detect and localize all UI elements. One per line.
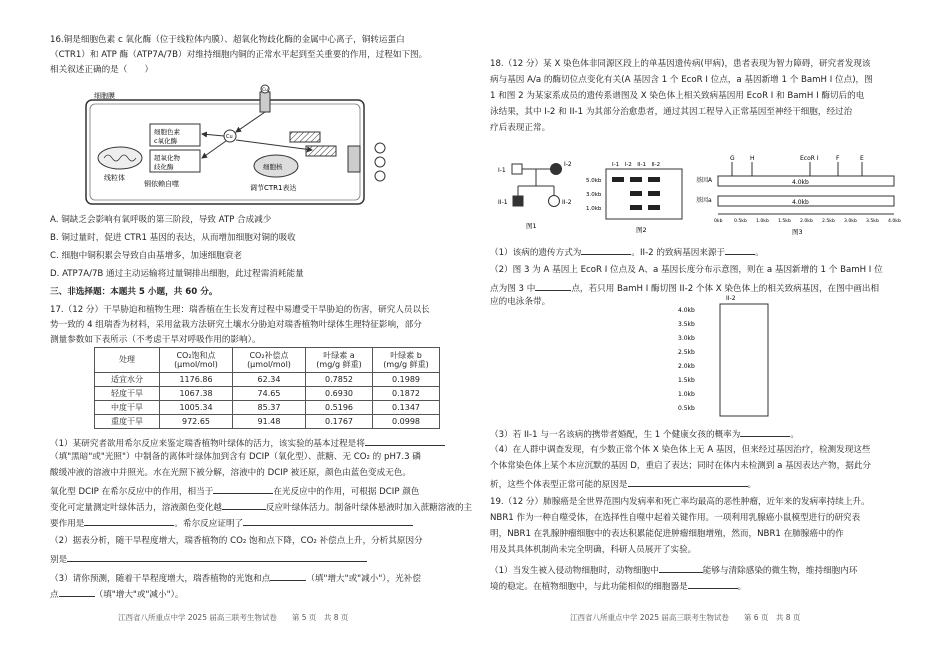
svg-text:3.0kb: 3.0kb xyxy=(586,192,602,198)
copper-transport-diagram xyxy=(80,84,400,208)
section-3-heading: 三、非选择题：本题共 5 小题，共 60 分。 xyxy=(50,287,218,297)
svg-text:3.0kb: 3.0kb xyxy=(678,335,695,342)
q17-s1-line6: 要作用是 。希尔反应证明了 xyxy=(50,517,413,529)
table-header: 处理 xyxy=(95,348,160,373)
vesicle-2 xyxy=(306,146,336,156)
answer-blank[interactable] xyxy=(581,246,631,255)
table-row: 适宜水分 1176.86 62.34 0.7852 0.1989 xyxy=(95,373,440,387)
svg-text:2.5kb: 2.5kb xyxy=(822,219,835,224)
svg-text:Cu: Cu xyxy=(262,88,268,93)
q17-s2-line2: 别是 xyxy=(50,553,367,565)
q19-line6: 境的稳定。在植物细胞中，与此功能相似的细胞器是 。 xyxy=(490,582,747,592)
fig3-label: 图3 xyxy=(792,228,803,236)
svg-text:Cu: Cu xyxy=(226,134,233,140)
q16-line3: 相关叙述正确的是（ ） xyxy=(50,65,154,75)
gel-band xyxy=(630,205,642,210)
q18-s4-line2: 个体常染色体上某个本应沉默的基因 D，重启了表达；同时在体内未检测到 a 基因表达产物，据此分 xyxy=(490,461,872,471)
answer-blank[interactable] xyxy=(688,580,738,589)
q17-s3-line1: （3）请你预测，随着干旱程度增大，瑞香植物的光饱和点 （填"增大"或"减小"），光补偿 xyxy=(50,574,421,584)
q18-s3: （3）若 II-1 与一名该病的携带者婚配，生 1 个健康女孩的概率为 。 xyxy=(490,430,799,440)
answer-blank[interactable] xyxy=(725,246,755,255)
answer-blank[interactable] xyxy=(270,572,306,581)
table-header: CO₂补偿点 (μmol/mol) xyxy=(233,348,306,373)
pedigree-i1-male xyxy=(512,164,522,174)
svg-text:G: G xyxy=(730,155,735,162)
gene-map-fig3 xyxy=(696,152,914,238)
svg-text:II-2: II-2 xyxy=(726,295,736,302)
q17-s2-line1: （2）据表分析，随干旱程度增大，瑞香植物的 CO₂ 饱和点下降，CO₂ 补偿点上升，分析其原因分 xyxy=(50,536,423,546)
svg-text:II-1: II-1 xyxy=(498,199,508,206)
electrophoresis-fig2 xyxy=(586,160,686,236)
svg-text:4.0kb: 4.0kb xyxy=(888,219,901,224)
svg-text:I-2: I-2 xyxy=(564,161,572,168)
gel-band xyxy=(648,205,660,210)
autophagy-label: 铜依赖自噬 xyxy=(144,180,179,188)
svg-text:歧化酶: 歧化酶 xyxy=(154,163,174,171)
scale-ticks xyxy=(714,218,901,224)
q18-s2-line1: （2）图 3 为 A 基因上 EcoR I 位点及 A、a 基因长度分布示意图，则在 a 基因新增的 1 个 BamH I 位 xyxy=(490,265,883,275)
answer-gel-box[interactable] xyxy=(678,294,778,420)
q17-line1: 17.（12 分）干旱胁迫和植物生理：瑞香植在生长发育过程中易遭受干旱胁迫的伤害，研究人员以长 xyxy=(50,305,430,315)
right-footer: 江西省八所重点中学 2025 届高三联考生物试卷 第 6 页 共 8 页 xyxy=(570,613,801,622)
svg-text:F: F xyxy=(836,155,840,162)
pedigree-ii1-male-affected xyxy=(513,196,523,206)
pedigree-figure xyxy=(498,156,588,236)
q17-line3: 测量参数如下表所示（不考虑干旱对呼吸作用的影响）。 xyxy=(50,335,261,345)
q18-line1: 18.（12 分）某 X 染色体非同源区段上的单基因遗传病(甲病)，患者表现为智力障碍，研究者发现该 xyxy=(490,59,871,69)
pedigree-ii2-female xyxy=(549,196,560,207)
regulate-label: 调节CTR1表达 xyxy=(250,184,297,192)
table-row: 轻度干旱 1067.38 74.65 0.6930 0.1872 xyxy=(95,387,440,401)
left-footer: 江西省八所重点中学 2025 届高三联考生物试卷 第 5 页 共 8 页 xyxy=(118,613,349,622)
q18-line3: 1 和图 2 为某家系成员的遗传系谱图及 X 染色体上相关致病基因用 EcoR I 和 BamH I 酶切后的电 xyxy=(490,91,865,101)
svg-text:I-1: I-1 xyxy=(498,167,506,174)
svg-text:超氧化物: 超氧化物 xyxy=(154,154,180,162)
q17-s3-line2: 点 （填"增大"或"减小"）。 xyxy=(50,590,184,600)
svg-text:4.0kb: 4.0kb xyxy=(792,179,809,186)
answer-blank[interactable] xyxy=(740,428,790,437)
q17-s1-line5: 变化可定量测定叶绿体活力，溶液颜色变化越 反应叶绿体活力。制备叶绿体悬液时加入蔗糖溶液的主 xyxy=(50,503,473,513)
svg-text:H: H xyxy=(750,155,755,162)
answer-blank[interactable] xyxy=(659,564,703,573)
table-header: 叶绿素 b (mg/g 鲜重) xyxy=(373,348,440,373)
svg-text:2.5kb: 2.5kb xyxy=(678,349,695,356)
svg-text:0kb: 0kb xyxy=(714,219,723,224)
gel-band xyxy=(648,177,660,182)
q18-s2-line2: 点为图 3 中 点，若只用 BamH I 酶切图 II-2 个体 X 染色体上的相关致病基因，在图中画出相 xyxy=(490,284,880,294)
svg-text:基因a: 基因a xyxy=(696,197,712,204)
svg-text:II-2: II-2 xyxy=(562,199,572,206)
svg-text:1.0kb: 1.0kb xyxy=(678,391,695,398)
answer-blank[interactable] xyxy=(365,437,445,446)
q17-s1-line1: （1）某研究者欲用希尔反应来鉴定瑞香植物叶绿体的活力，该实验的基本过程是将 xyxy=(50,437,445,449)
answer-blank[interactable] xyxy=(628,478,748,487)
table-header: CO₂饱和点 (μmol/mol) xyxy=(160,348,233,373)
drought-data-table xyxy=(94,347,440,429)
svg-text:3.5kb: 3.5kb xyxy=(866,219,879,224)
q18-s1: （1）该病的遗传方式为 。II-2 的致病基因来源于 。 xyxy=(490,248,764,258)
svg-text:4.0kb: 4.0kb xyxy=(792,199,809,206)
svg-text:E: E xyxy=(860,155,864,162)
svg-text:3.5kb: 3.5kb xyxy=(678,321,695,328)
table-row: 重度干旱 972.65 91.48 0.1767 0.0998 xyxy=(95,415,440,429)
q18-line5: 疗后表现正常。 xyxy=(490,123,551,133)
table-header: 叶绿素 a (mg/g 鲜重) xyxy=(306,348,373,373)
svg-text:1.5kb: 1.5kb xyxy=(778,219,791,224)
svg-text:4.0kb: 4.0kb xyxy=(678,307,695,314)
svg-text:0.5kb: 0.5kb xyxy=(734,219,747,224)
svg-text:I-1 I-2 II-1 II-2: I-1 I-2 II-1 II-2 xyxy=(612,162,661,168)
answer-blank[interactable] xyxy=(59,588,95,597)
atp7-channel xyxy=(348,146,360,172)
answer-blank[interactable] xyxy=(213,485,273,494)
answer-blank[interactable] xyxy=(535,282,571,291)
svg-text:0.5kb: 0.5kb xyxy=(678,405,695,412)
ctr1-channel xyxy=(260,92,270,112)
svg-text:EcoR I: EcoR I xyxy=(800,155,819,162)
svg-text:细胞核: 细胞核 xyxy=(263,163,283,171)
table-header-row xyxy=(95,348,440,373)
q16-option-c: C. 细胞中铜积累会导致自由基增多，加速细胞衰老 xyxy=(50,251,242,261)
membrane-label: 细胞膜 xyxy=(94,92,115,100)
svg-text:c氧化酶: c氧化酶 xyxy=(154,137,178,145)
svg-text:1.0kb: 1.0kb xyxy=(586,206,602,212)
svg-text:细胞色素: 细胞色素 xyxy=(154,128,180,136)
answer-blank[interactable] xyxy=(84,517,174,526)
q16-line1: 16.铜是细胞色素 c 氧化酶（位于线粒体内膜）、超氧化物歧化酶的金属中心离子，铜转运蛋白 xyxy=(50,35,405,45)
gel-band xyxy=(630,191,642,196)
answer-blank[interactable] xyxy=(222,501,266,510)
svg-text:5.0kb: 5.0kb xyxy=(586,178,602,184)
q18-s4-line1: （4）在人群中调查发现，有少数正常个体 X 染色体上无 A 基因，但来经过基因治疗，检测发现这些 xyxy=(490,445,871,455)
gel-band xyxy=(630,177,642,182)
q19-line3: 明，NBR1 在乳腺肿瘤细胞中的表达积累能促进肿瘤细胞增殖，然而，NBR1 在肺腺癌中的作 xyxy=(490,529,844,539)
pedigree-i2-female-affected xyxy=(551,164,562,175)
vesicle-1 xyxy=(290,132,320,142)
q19-line4: 用及其具体机制尚未完全明确，科研人员展开了实验。 xyxy=(490,545,697,555)
table-row: 中度干旱 1005.34 85.37 0.5196 0.1347 xyxy=(95,401,440,415)
gel-band xyxy=(648,191,660,196)
gel-band xyxy=(612,177,624,182)
q16-option-a: A. 铜缺乏会影响有氧呼吸的第三阶段，导致 ATP 合成减少 xyxy=(50,215,272,225)
q19-line2: NBR1 作为一种自噬受体，在选择性自噬中起着关键作用。一项利用乳腺癌小鼠模型进行的研究表 xyxy=(490,513,861,523)
q19-line5: （1）当发生被入侵动物细胞时，动物细胞中 能够与清除感染的微生物，维持细胞内环 xyxy=(490,566,858,576)
fig2-label: 图2 xyxy=(636,226,647,234)
q16-option-d: D. ATP7A/7B 通过主动运输将过量铜排出细胞，此过程需消耗能量 xyxy=(50,269,304,279)
svg-text:1.0kb: 1.0kb xyxy=(756,219,769,224)
q16-option-b: B. 铜过量时，促进 CTR1 基因的表达，从而增加细胞对铜的吸收 xyxy=(50,233,296,243)
q18-line4: 泳结果，其中 I-2 和 II-1 为其部分治愈患者，通过其因工程导入正常基因至神经干细胞，经过治 xyxy=(490,107,853,117)
svg-text:1.5kb: 1.5kb xyxy=(678,377,695,384)
fig1-label: 图1 xyxy=(526,222,537,230)
q17-s1-line2: （填"黑暗"或"光照"）中制备的离体叶绿体加到含有 DCIP（氧化型）、蔗糖、无 CO₂ 的 pH7.3 磷 xyxy=(50,452,421,462)
q17-line2: 势一致的 4 组瑞香为材料，采用盆栽方法研究土壤水分胁迫对瑞香植物叶绿体生理特征影响，部分 xyxy=(50,320,422,330)
answer-blank[interactable] xyxy=(243,517,413,526)
mito-label: 线粒体 xyxy=(104,174,125,182)
q17-s1-line4: 氧化型 DCIP 在希尔反应中的作用，相当于 在光反应中的作用，可根据 DCIP 颜色 xyxy=(50,487,420,497)
q18-s2-line3: 应的电泳条带。 xyxy=(490,297,551,307)
q17-s1-line3: 酸缓冲液的溶液中并照光。水在光照下被分解，溶液中的 DCIP 被还原，颜色由蓝色变成无色。 xyxy=(50,468,411,478)
q19-line1: 19.（12 分）肺腺癌是全世界范围内发病率和死亡率均最高的恶性肿瘤，近年来的发病率持续上升。 xyxy=(490,497,870,507)
svg-text:2.0kb: 2.0kb xyxy=(800,219,813,224)
svg-text:3.0kb: 3.0kb xyxy=(844,219,857,224)
q18-line2: 病与基因 A/a 的酶切位点变化有关(A 基因含 1 个 EcoR I 位点，a 基因新增 1 个 BamH I 位点)，图 xyxy=(490,75,873,85)
answer-blank[interactable] xyxy=(67,553,367,562)
q16-line2: （CTR1）和 ATP 酶（ATP7A/7B）对维持细胞内铜的正常水平起到至关重要的作用，过程如下图。 xyxy=(50,50,428,60)
q18-s4-line3: 析，这些个体表型正常可能的原因是 。 xyxy=(490,480,757,490)
svg-text:基因A: 基因A xyxy=(696,177,713,184)
svg-text:2.0kb: 2.0kb xyxy=(678,363,695,370)
